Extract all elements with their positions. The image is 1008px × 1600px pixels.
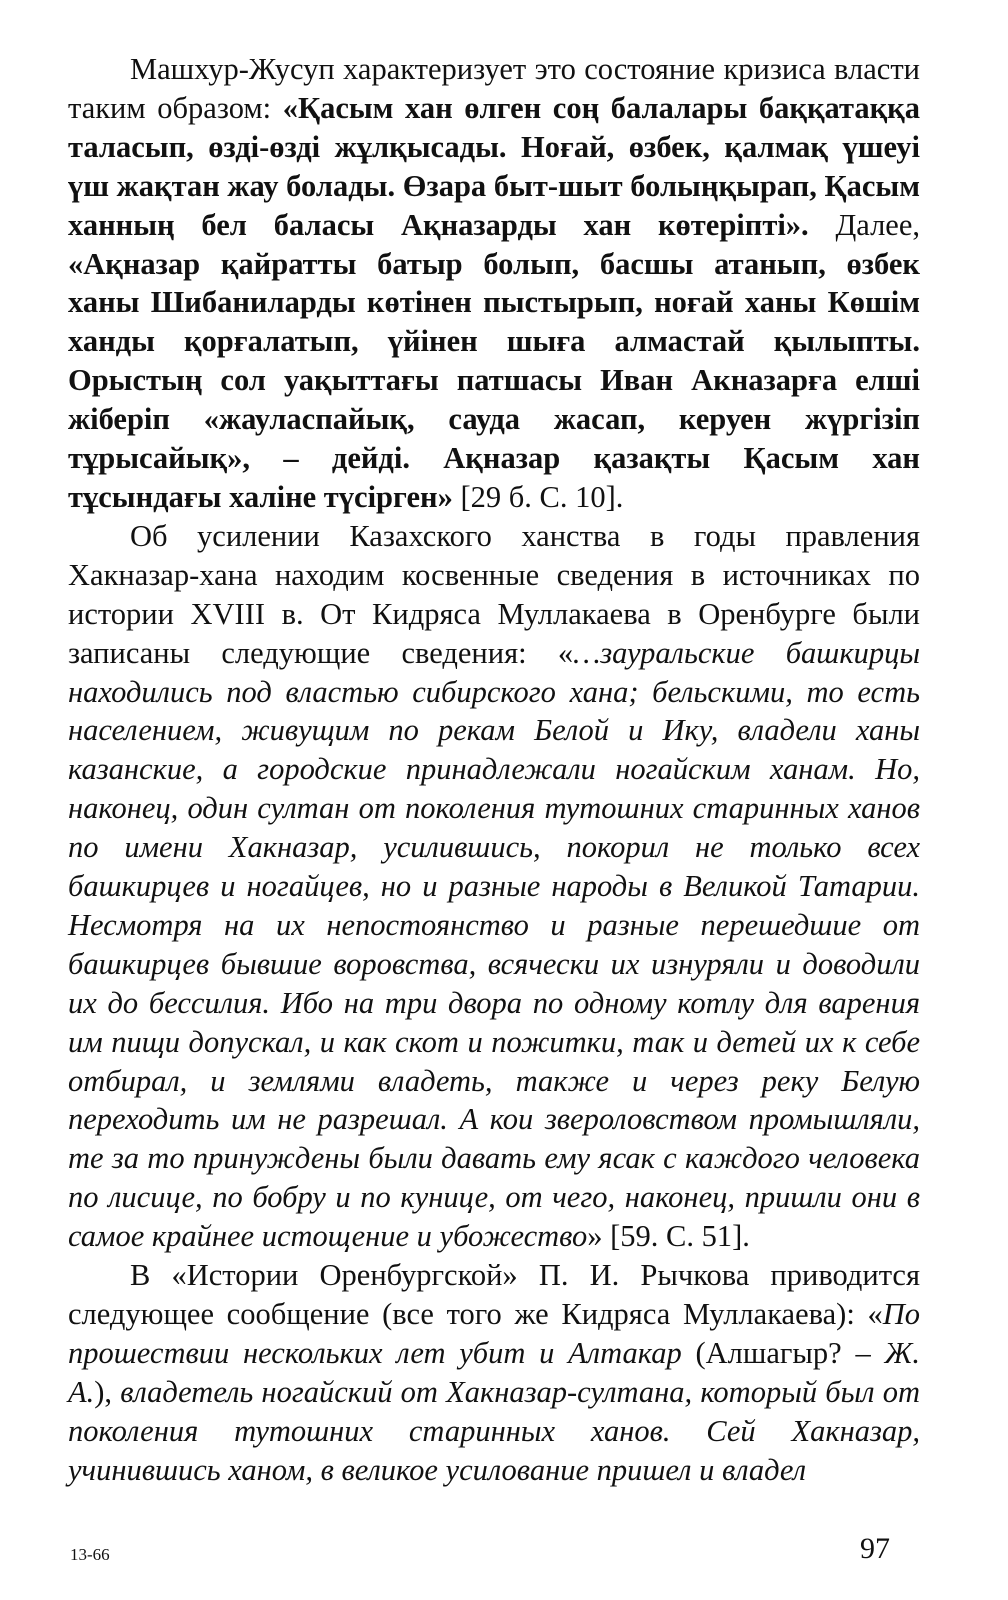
text-run: …зауральские башкирцы находились под властью сибирского хана; бельскими, то есть населением, живущим по рекам Белой и Ику, владели ханы казанские, а городские принадлежали ногайским ханам. Но, наконец, один султан от поколения тутошних старинных ханов по имени Хакназар, усилившись, покорил не только всех башкирцев и ногайцев, но и разные народы в Великой Татарии. Несмотря на их непостоянство и разные перешедшие от башкирцев бывшие воровства, всячески их изнуряли и доводили их до бессилия. Ибо на три двора по одному котлу для варения им пищи допускал, и как скот и пожитки, так и детей их к себе отбирал, и землями владеть, также и через реку Белую переходить им не разрешал. А кои звероловством промышляли, те за то принуждены были давать ему ясак с каждого человека по лисице, по бобру и по кунице, от чего, наконец, пришли они в самое крайнее истощение и убожество [68, 635, 921, 1254]
text-run: » [59. С. 51]. [587, 1219, 750, 1254]
text-run: владетель ногайский от Хакназар-султана, который был от поколения тутошних старинных ханов. Сей Хакназар, учинившись ханом, в великое усилование пришел и владел [68, 1374, 920, 1487]
text-run: По прошествии нескольких лет убит и Алтакар [68, 1297, 920, 1370]
printer-signature: 13-66 [70, 1545, 110, 1564]
paragraph-3 [68, 1256, 920, 1489]
paragraph-1 [68, 50, 920, 517]
paragraph-2 [68, 517, 920, 1256]
page-body [68, 50, 920, 1490]
text-run: [29 б. С. 10]. [452, 479, 624, 514]
text-run: Ж. А. [68, 1335, 921, 1409]
text-run: Далее, [808, 207, 920, 242]
text-run: Об усилении Казахского ханства в годы правления Хакназар-хана находим косвенные сведения в источниках по истории XVIII в. От Кидряса Муллакаева в Оренбурге были записаны следующие сведения: « [68, 518, 920, 670]
text-run: «Қасым хан өлген соң балалары баққатаққа таласып, өзді-өзді жұлқысады. Ноғай, өзбек, қалмақ үшеуі үш жақтан жау болады. Өзара быт-шыт болыңқырап, Қасым ханның бел баласы Ақназарды хан көтеріпті». [68, 90, 920, 242]
text-run: (Алшагыр? – [681, 1335, 885, 1370]
text-run: «Ақназар қайратты батыр болып, басшы атанып, өзбек ханы Шибаниларды көтінен пыстырып, ноғай ханы Көшім ханды қорғалатып, үйінен шыға алмастай қылыпты. Орыстың сол уақыттағы патшасы Иван Акназарға елші жіберіп «жауласпайық, сауда жасап, керуен жүргізіп тұрысайық», – дейді. Ақназар қазақты Қасым хан тұсындағы халіне түсірген» [68, 246, 920, 514]
text-run: ), [94, 1374, 121, 1409]
page-number: 97 [860, 1532, 890, 1565]
text-run: В «Истории Оренбургской» П. И. Рычкова приводится следующее сообщение (все того же Кидряса Муллакаева): « [68, 1258, 920, 1331]
text-run: Машхур-Жусуп характеризует это состояние кризиса власти таким образом: [68, 52, 920, 125]
